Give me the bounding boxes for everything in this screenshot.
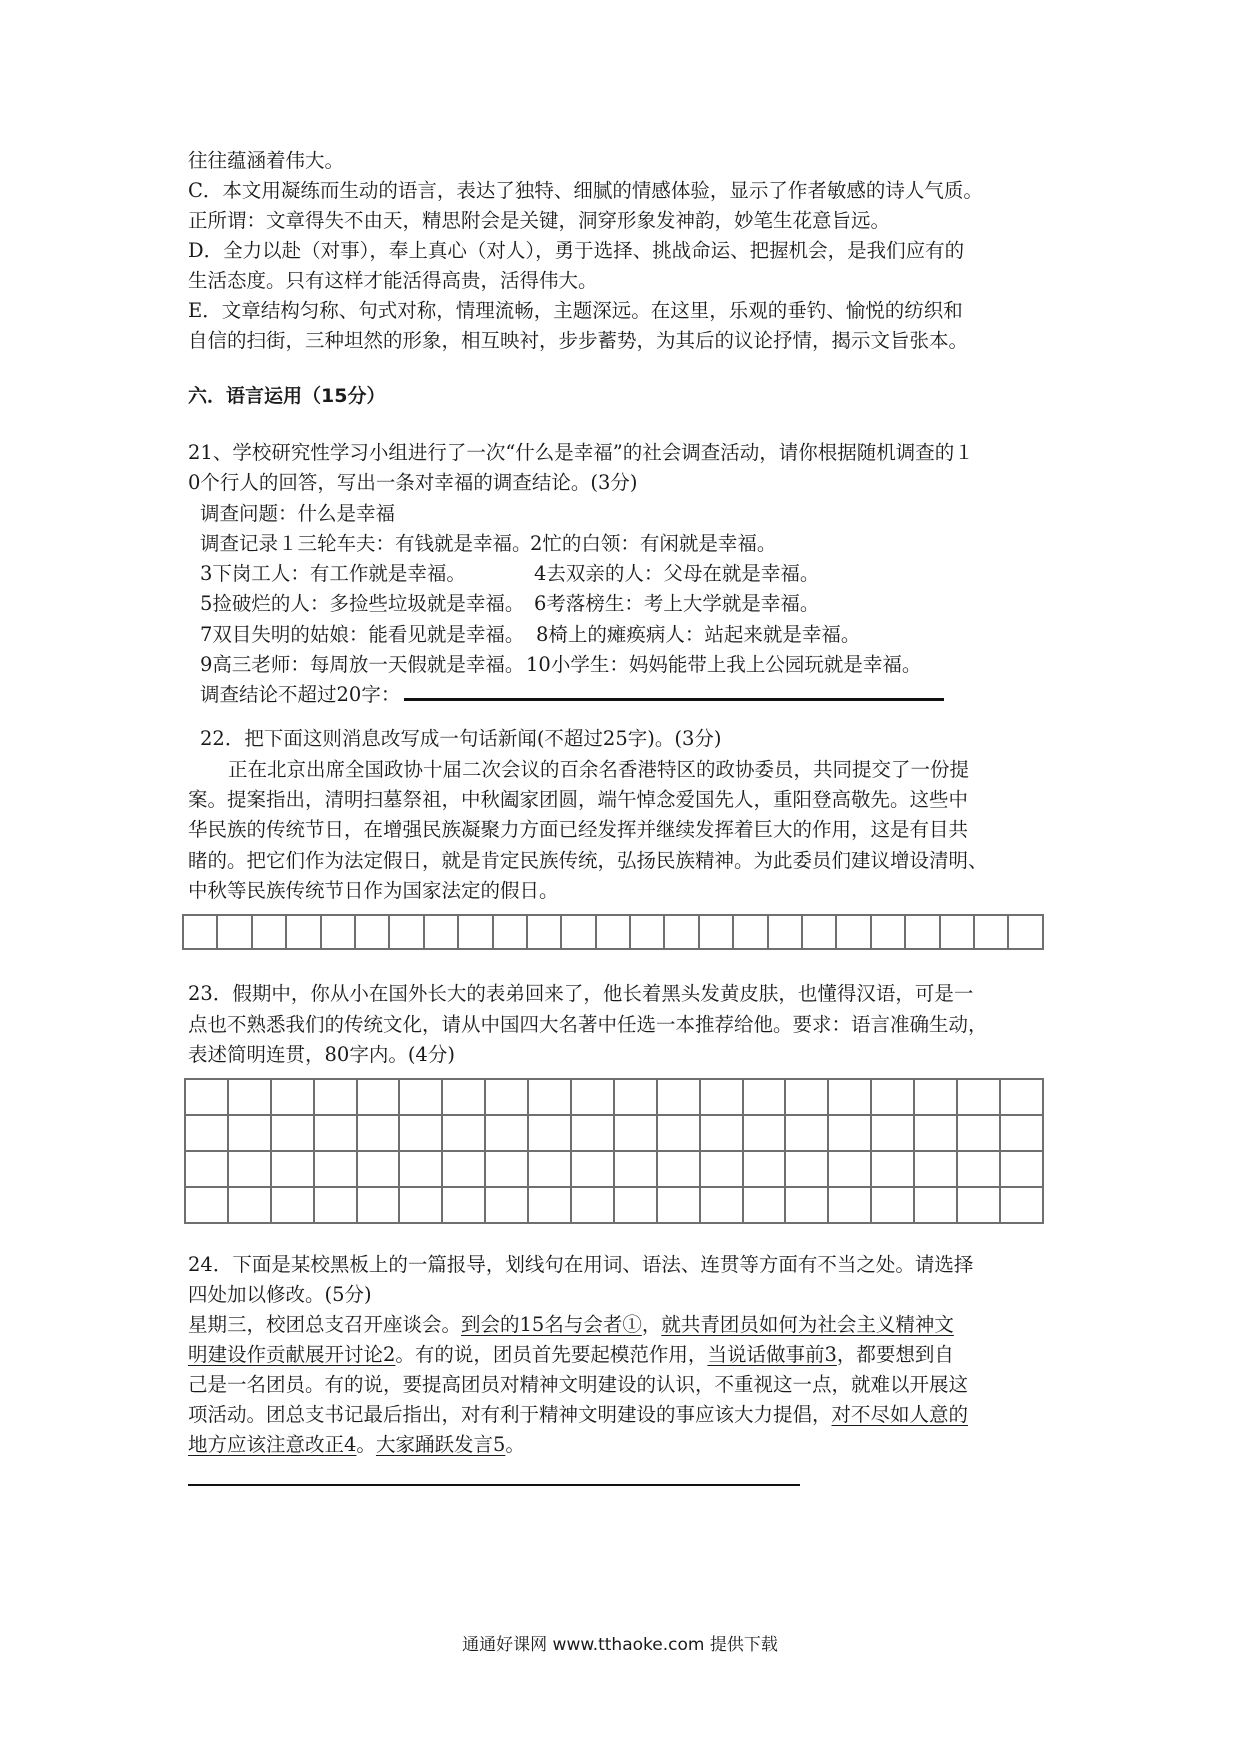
grid-cell[interactable] (571, 1079, 614, 1115)
grid-cell[interactable] (828, 1115, 871, 1151)
grid-cell[interactable] (357, 1151, 400, 1187)
grid-cell[interactable] (458, 915, 492, 949)
grid-cell[interactable] (228, 1115, 271, 1151)
survey-question: 调查问题：什么是幸福 (200, 502, 396, 525)
grid-cell[interactable] (700, 1187, 743, 1223)
survey-record: 3下岗工人：有工作就是幸福。 (200, 562, 466, 585)
answer-blank[interactable] (404, 684, 944, 701)
grid-cell[interactable] (357, 1187, 400, 1223)
grid-cell[interactable] (657, 1115, 700, 1151)
grid-cell[interactable] (1000, 1151, 1043, 1187)
grid-cell[interactable] (485, 1079, 528, 1115)
grid-cell[interactable] (217, 915, 251, 949)
q23-prompt: 23．假期中，你从小在国外长大的表弟回来了，他长着黑头发黄皮肤，也懂得汉语，可是一 (188, 982, 974, 1005)
grid-cell[interactable] (957, 1151, 1000, 1187)
report-text: 项活动。团总支书记最后指出，对有利于精神文明建设的事应该大力提倡， (188, 1403, 832, 1426)
grid-cell[interactable] (485, 1187, 528, 1223)
grid-cell[interactable] (743, 1187, 786, 1223)
q22-passage: 中秋等民族传统节日作为国家法定的假日。 (188, 879, 559, 902)
underlined-sentence-2: 明建设作贡献展开讨论2 (188, 1343, 396, 1366)
grid-cell[interactable] (785, 1115, 828, 1151)
grid-cell[interactable] (1000, 1115, 1043, 1151)
grid-cell[interactable] (1000, 1187, 1043, 1223)
grid-cell[interactable] (733, 915, 767, 949)
q24-prompt: 四处加以修改。(5分) (188, 1283, 372, 1306)
grid-cell[interactable] (493, 915, 527, 949)
grid-cell[interactable] (357, 1115, 400, 1151)
q22-passage: 睹的。把它们作为法定假日，就是肯定民族传统，弘扬民族精神。为此委员们建议增设清明、 (188, 849, 988, 872)
option-c-line: C．本文用凝练而生动的语言，表达了独特、细腻的情感体验，显示了作者敏感的诗人气质。 (188, 179, 983, 202)
grid-cell[interactable] (183, 915, 217, 949)
survey-record: 5捡破烂的人：多捡些垃圾就是幸福。 (200, 592, 525, 615)
grid-cell[interactable] (442, 1115, 485, 1151)
section-heading: 六．语言运用（15分） (188, 385, 386, 407)
grid-cell[interactable] (657, 1079, 700, 1115)
grid-cell[interactable] (614, 1079, 657, 1115)
grid-cell[interactable] (271, 1187, 314, 1223)
grid-cell[interactable] (399, 1151, 442, 1187)
grid-cell[interactable] (561, 915, 595, 949)
grid-cell[interactable] (228, 1151, 271, 1187)
grid-cell[interactable] (271, 1151, 314, 1187)
grid-cell[interactable] (571, 1187, 614, 1223)
grid-cell[interactable] (314, 1115, 357, 1151)
grid-cell[interactable] (700, 1079, 743, 1115)
report-text: ，都要想到自 (836, 1343, 954, 1366)
grid-cell[interactable] (614, 1115, 657, 1151)
text-line: 正所谓：文章得失不由天，精思附会是关键，洞穿形象发神韵，妙笔生花意旨远。 (188, 209, 891, 232)
grid-cell[interactable] (271, 1115, 314, 1151)
grid-cell[interactable] (571, 1115, 614, 1151)
q24-report-line (188, 1430, 525, 1460)
grid-cell[interactable] (743, 1115, 786, 1151)
underlined-sentence-4: 地方应该注意改正4 (188, 1433, 357, 1456)
report-text: 。 (505, 1433, 525, 1456)
grid-cell[interactable] (1000, 1079, 1043, 1115)
grid-cell[interactable] (828, 1151, 871, 1187)
grid-cell[interactable] (828, 1079, 871, 1115)
q22-passage: 华民族的传统节日，在增强民族凝聚力方面已经发挥并继续发挥着巨大的作用，这是有目共 (188, 818, 969, 841)
underlined-sentence-4: 对不尽如人意的 (831, 1403, 969, 1426)
q24-prompt: 24．下面是某校黑板上的一篇报导，划线句在用词、语法、连贯等方面有不当之处。请选择 (188, 1253, 974, 1276)
grid-cell[interactable] (700, 1115, 743, 1151)
q24-report-line: 己是一名团员。有的说，要提高团员对精神文明建设的认识，不重视这一点，就难以开展这 (188, 1373, 969, 1396)
grid-cell[interactable] (614, 1187, 657, 1223)
grid-cell[interactable] (664, 915, 698, 949)
grid-cell[interactable] (314, 1079, 357, 1115)
grid-cell[interactable] (528, 1151, 571, 1187)
survey-record: 2忙的白领：有闲就是幸福。 (530, 532, 777, 555)
grid-cell[interactable] (914, 1151, 957, 1187)
grid-cell[interactable] (399, 1187, 442, 1223)
grid-cell[interactable] (614, 1151, 657, 1187)
q24-report-line (188, 1340, 954, 1370)
q24-report-line (188, 1400, 968, 1430)
grid-cell[interactable] (389, 915, 423, 949)
survey-record: 9高三老师：每周放一天假就是幸福。 (200, 653, 525, 676)
grid-cell[interactable] (940, 915, 974, 949)
grid-cell[interactable] (905, 915, 939, 949)
grid-cell[interactable] (571, 1151, 614, 1187)
report-text: 星期三，校团总支召开座谈会。 (188, 1313, 462, 1336)
grid-cell[interactable] (355, 915, 389, 949)
answer-grid-q22[interactable] (182, 914, 1044, 950)
grid-cell[interactable] (271, 1079, 314, 1115)
grid-cell[interactable] (914, 1079, 957, 1115)
grid-cell[interactable] (802, 915, 836, 949)
grid-cell[interactable] (836, 915, 870, 949)
grid-cell[interactable] (871, 915, 905, 949)
grid-cell[interactable] (768, 915, 802, 949)
grid-cell[interactable] (442, 1151, 485, 1187)
report-text: 。有的说，团员首先要起模范作用， (395, 1343, 708, 1366)
grid-cell[interactable] (228, 1187, 271, 1223)
grid-cell[interactable] (630, 915, 664, 949)
q22-passage: 正在北京出席全国政协十届二次会议的百余名香港特区的政协委员，共同提交了一份提 (228, 758, 970, 781)
grid-cell[interactable] (185, 1187, 228, 1223)
grid-cell[interactable] (528, 1187, 571, 1223)
report-text: ， (641, 1313, 662, 1336)
grid-cell[interactable] (485, 1115, 528, 1151)
survey-record: 4去双亲的人：父母在就是幸福。 (534, 562, 820, 585)
q21-prompt: 0个行人的回答，写出一条对幸福的调查结论。(3分) (188, 471, 638, 494)
grid-cell[interactable] (700, 1151, 743, 1187)
grid-cell[interactable] (228, 1079, 271, 1115)
grid-cell[interactable] (399, 1115, 442, 1151)
grid-cell[interactable] (699, 915, 733, 949)
grid-cell[interactable] (185, 1151, 228, 1187)
grid-cell[interactable] (743, 1079, 786, 1115)
grid-cell[interactable] (424, 915, 458, 949)
underlined-sentence-3: 当说话做事前3 (707, 1343, 837, 1366)
q22-passage: 案。提案指出，清明扫墓祭祖，中秋阖家团圆，端午悼念爱国先人，重阳登高敬先。这些中 (188, 788, 969, 811)
text-line: 往往蕴涵着伟大。 (188, 149, 345, 172)
grid-cell[interactable] (974, 915, 1008, 949)
text-line: 自信的扫街，三种坦然的形象，相互映衬，步步蓄势，为其后的议论抒情，揭示文旨张本。 (188, 329, 969, 352)
grid-cell[interactable] (357, 1079, 400, 1115)
grid-cell[interactable] (1008, 915, 1043, 949)
option-e-line: E．文章结构匀称、句式对称，情理流畅，主题深远。在这里，乐观的垂钓、愉悦的纺织和 (188, 299, 963, 322)
page-footer: 通通好课网 www.tthaoke.com 提供下载 (462, 1635, 778, 1655)
grid-cell[interactable] (185, 1115, 228, 1151)
grid-cell[interactable] (957, 1115, 1000, 1151)
grid-cell[interactable] (957, 1079, 1000, 1115)
grid-cell[interactable] (871, 1115, 914, 1151)
grid-cell[interactable] (185, 1079, 228, 1115)
grid-cell[interactable] (528, 1079, 571, 1115)
survey-record: 10小学生：妈妈能带上我上公园玩就是幸福。 (526, 653, 922, 676)
q23-prompt: 点也不熟悉我们的传统文化，请从中国四大名著中任选一本推荐给他。要求：语言准确生动， (188, 1013, 988, 1036)
conclusion-prompt: 调查结论不超过20字： (200, 683, 401, 706)
survey-record: 8椅上的瘫痪病人：站起来就是幸福。 (536, 623, 861, 646)
grid-cell[interactable] (657, 1151, 700, 1187)
text-line: 生活态度。只有这样才能活得高贵，活得伟大。 (188, 269, 598, 292)
q22-prompt: 22．把下面这则消息改写成一句话新闻(不超过25字)。(3分) (200, 727, 722, 750)
q24-report-line (188, 1310, 954, 1340)
option-d-line: D．全力以赴（对事），奉上真心（对人），勇于选择、挑战命运、把握机会，是我们应有的 (188, 239, 965, 262)
q23-prompt: 表述简明连贯，80字内。(4分) (188, 1043, 455, 1066)
q21-prompt: 21、学校研究性学习小组进行了一次“什么是幸福”的社会调查活动，请你根据随机调查的１ (188, 441, 974, 464)
grid-cell[interactable] (399, 1079, 442, 1115)
grid-cell[interactable] (914, 1187, 957, 1223)
report-text: 。 (356, 1433, 376, 1456)
answer-grid-q23[interactable] (184, 1078, 1044, 1224)
grid-cell[interactable] (314, 1151, 357, 1187)
grid-cell[interactable] (286, 915, 320, 949)
grid-cell[interactable] (871, 1151, 914, 1187)
grid-cell[interactable] (828, 1187, 871, 1223)
grid-cell[interactable] (743, 1151, 786, 1187)
grid-cell[interactable] (871, 1187, 914, 1223)
grid-cell[interactable] (871, 1079, 914, 1115)
conclusion-line (200, 680, 944, 710)
grid-cell[interactable] (442, 1079, 485, 1115)
grid-cell[interactable] (528, 1115, 571, 1151)
underlined-sentence-2: 就共青团员如何为社会主义精神文 (661, 1313, 954, 1336)
grid-cell[interactable] (785, 1079, 828, 1115)
grid-cell[interactable] (657, 1187, 700, 1223)
grid-cell[interactable] (527, 915, 561, 949)
survey-record: 6考落榜生：考上大学就是幸福。 (534, 592, 820, 615)
grid-cell[interactable] (785, 1187, 828, 1223)
grid-cell[interactable] (914, 1115, 957, 1151)
grid-cell[interactable] (485, 1151, 528, 1187)
grid-cell[interactable] (785, 1151, 828, 1187)
grid-cell[interactable] (321, 915, 355, 949)
underlined-sentence-5: 大家踊跃发言5 (375, 1433, 506, 1456)
grid-cell[interactable] (252, 915, 286, 949)
footer-divider (188, 1484, 800, 1486)
grid-cell[interactable] (314, 1187, 357, 1223)
survey-record: 调查记录１三轮车夫：有钱就是幸福。 (200, 532, 532, 555)
underlined-sentence-1: 到会的15名与会者① (461, 1313, 642, 1336)
grid-cell[interactable] (957, 1187, 1000, 1223)
survey-record: 7双目失明的姑娘：能看见就是幸福。 (200, 623, 525, 646)
grid-cell[interactable] (596, 915, 630, 949)
grid-cell[interactable] (442, 1187, 485, 1223)
